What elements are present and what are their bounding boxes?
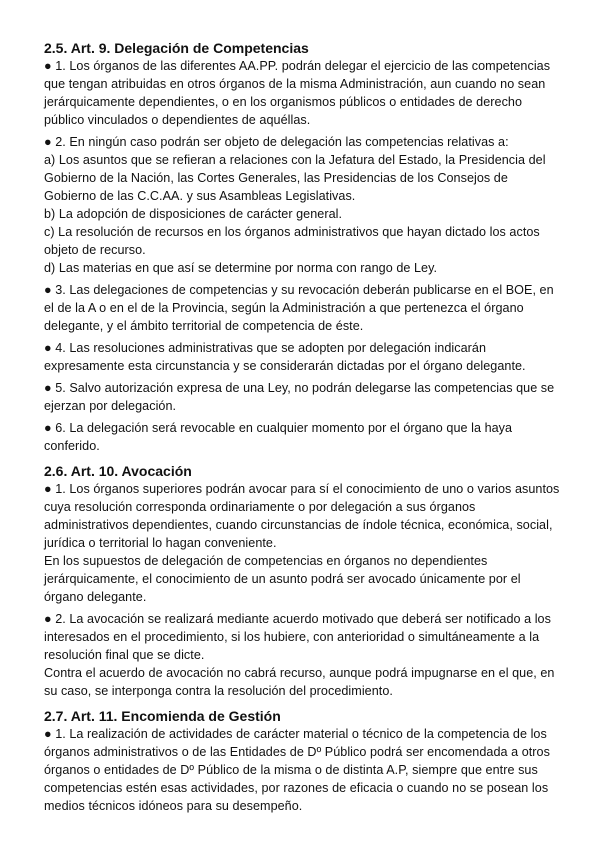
- paragraph-delegation-1: ● 1. Los órganos de las diferentes AA.PP. podrán delegar el ejercicio de las competencias que tengan atribuidas en otros órganos de la misma Administración, aun cuando no sean jerárquicamente dependientes, o en los organismos públicos o entidades de derecho público vinculados o dependientes de aquéllas.: [44, 59, 551, 127]
- paragraph-delegation-4: ● 4. Las resoluciones administrativas que se adopten por delegación indicarán expresamente esta circunstancia y se considerarán dictadas por el órgano delegante.: [44, 341, 526, 373]
- paragraph-avocation-2: ● 2. La avocación se realizará mediante acuerdo motivado que deberá ser notificado a los interesados en el procedimiento, si los hubiere, con anterioridad o simultáneamente a la resolución final que se dicte.: [44, 612, 551, 662]
- paragraph-commission-1: ● 1. La realización de actividades de carácter material o técnico de la competencia de los órganos administrativos o de las Entidades de Dº Público podrá ser encomendada a otros órganos o entidades de Dº Público de la misma o de distinta A.P, siempre que entre sus competencias estén esas actividades, por razones de eficacia o cuando no se posean los medios técnicos idóneos para su desempeño.: [44, 727, 550, 813]
- paragraph-avocation-1-cont: En los supuestos de delegación de competencias en órganos no dependientes jerárquicamente, el conocimiento de un asunto podrá ser avocado únicamente por el órgano delegante.: [44, 554, 521, 604]
- paragraph-avocation-2-cont: Contra el acuerdo de avocación no cabrá recurso, aunque podrá impugnarse en el que, en su caso, se interponga contra la resolución del procedimiento.: [44, 666, 555, 698]
- section-heading: 2.7. Art. 11. Encomienda de Gestión: [44, 708, 281, 724]
- list-item-a: a) Los asuntos que se refieran a relaciones con la Jefatura del Estado, la Presidencia del Gobierno de la Nación, las Cortes Generales, las Presidencias de los Consejos de Gobierno de las C.C.AA. y sus Asambleas Legislativas.: [44, 153, 546, 203]
- list-item-d: d) Las materias en que así se determine por norma con rango de Ley.: [44, 261, 438, 275]
- list-item-c: c) La resolución de recursos en los órganos administrativos que hayan dictado los actos objeto de recurso.: [44, 225, 540, 257]
- paragraph-delegation-3: ● 3. Las delegaciones de competencias y su revocación deberán publicarse en el BOE, en el de la A o en el de la Provincia, según la Administración a que pertenezca el órgano delegante, y el ámbito territorial de competencia de éste.: [44, 283, 554, 333]
- section-art-9: [44, 40, 560, 455]
- section-art-10: [44, 463, 560, 700]
- paragraph-delegation-6: ● 6. La delegación será revocable en cualquier momento por el órgano que la haya conferido.: [44, 421, 513, 453]
- document-page: [44, 40, 560, 815]
- list-item-b: b) La adopción de disposiciones de carácter general.: [44, 207, 343, 221]
- paragraph-delegation-2: ● 2. En ningún caso podrán ser objeto de delegación las competencias relativas a:: [44, 135, 509, 149]
- section-heading: 2.5. Art. 9. Delegación de Competencias: [44, 40, 309, 56]
- paragraph-delegation-5: ● 5. Salvo autorización expresa de una Ley, no podrán delegarse las competencias que se ejerzan por delegación.: [44, 381, 555, 413]
- paragraph-avocation-1: ● 1. Los órganos superiores podrán avocar para sí el conocimiento de uno o varios asuntos cuya resolución corresponda ordinariamente o por delegación a sus órganos administrativos dependientes, cuando circunstancias de índole técnica, económica, social, jurídica o territorial lo hagan conveniente.: [44, 482, 560, 550]
- section-art-11: [44, 708, 560, 815]
- section-heading: 2.6. Art. 10. Avocación: [44, 463, 192, 479]
